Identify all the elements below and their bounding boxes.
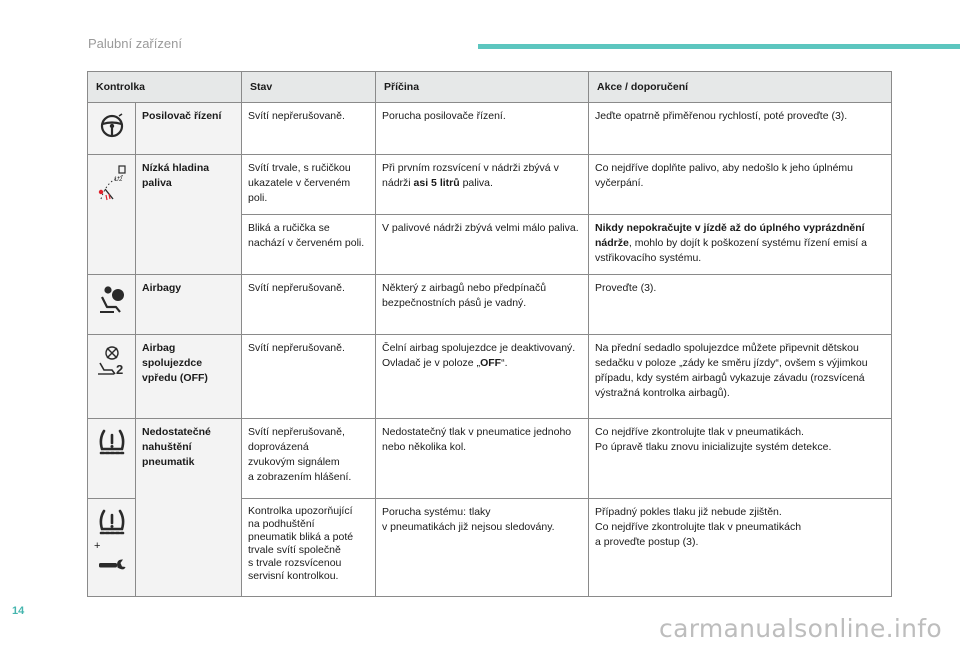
icon-cell — [88, 275, 136, 335]
action-text-line: Co nejdříve zkontrolujte tlak v pneumatikách. — [595, 426, 804, 438]
action-text — [589, 499, 892, 597]
header-accent-bar — [478, 44, 960, 49]
table-row — [88, 419, 892, 499]
indicator-name-line: spolujezdce — [142, 357, 203, 369]
cause-text-bold: OFF — [480, 357, 502, 369]
cause-text-line: Porucha systému: tlaky — [382, 506, 491, 518]
table-row — [88, 275, 892, 335]
cause-text-part: Při prvním rozsvícení v nádrži zbývá v nádrži — [382, 162, 559, 189]
indicator-name — [136, 419, 242, 597]
page-number: 14 — [12, 605, 25, 617]
indicator-name — [136, 155, 242, 275]
column-header-cause: Příčina — [376, 72, 589, 103]
cause-text-part: paliva. — [462, 177, 493, 189]
cause-text: Některý z airbagů nebo předpínačů bezpečnostních pásů je vadný. — [376, 275, 589, 335]
watermark: carmanualsonline.info — [659, 614, 942, 643]
indicator-name-line: paliva — [142, 177, 172, 189]
wrench-icon — [97, 558, 127, 572]
warning-lights-table — [87, 71, 892, 597]
action-text-line: Co nejdříve zkontrolujte tlak v pneumatikách — [595, 521, 802, 533]
tyre-pressure-icon — [97, 509, 127, 535]
cause-text: Porucha posilovače řízení. — [376, 103, 589, 155]
plus-sign: + — [94, 540, 101, 552]
action-text-line: a proveďte postup (3). — [595, 536, 699, 548]
cause-text — [376, 155, 589, 215]
indicator-name-line: pneumatik — [142, 456, 195, 468]
icon-cell — [88, 155, 136, 275]
cause-text: Nedostatečný tlak v pneumatice jednoho nebo několika kol. — [376, 419, 589, 499]
tyre-pressure-icon — [97, 429, 127, 455]
table-row — [88, 335, 892, 419]
svg-text:1/2: 1/2 — [113, 177, 122, 183]
action-text: Jeďte opatrně přiměřenou rychlostí, poté proveďte (3). — [589, 103, 892, 155]
cause-text-part: Ovladač je v poloze „ — [382, 357, 481, 369]
state-text: Svítí trvale, s ručičkou ukazatele v červeném poli. — [242, 155, 376, 215]
state-text — [242, 419, 376, 499]
icon-cell — [88, 499, 136, 597]
icon-cell — [88, 335, 136, 419]
svg-text:2: 2 — [115, 362, 123, 375]
fuel-gauge-icon — [97, 165, 127, 201]
action-text-bold: Nikdy nepokračujte v jízdě až do úplného vyprázdnění nádrže — [595, 222, 865, 249]
indicator-name: Posilovač řízení — [136, 103, 242, 155]
cause-text-line: v pneumatikách již nejsou sledovány. — [382, 521, 555, 533]
action-text: Co nejdříve doplňte palivo, aby nedošlo k jeho úplnému vyčerpání. — [589, 155, 892, 215]
section-title: Palubní zařízení — [88, 36, 182, 51]
icon-cell — [88, 103, 136, 155]
indicator-name-line: vpředu (OFF) — [142, 372, 208, 384]
state-text — [242, 499, 376, 597]
column-header-action: Akce / doporučení — [589, 72, 892, 103]
indicator-name-line: Airbag — [142, 342, 176, 354]
table-row — [88, 103, 892, 155]
cause-text — [376, 335, 589, 419]
indicator-name: Airbagy — [136, 275, 242, 335]
cause-text-line: Čelní airbag spolujezdce je deaktivovaný. — [382, 342, 576, 354]
action-text-line: Případný pokles tlaku již nebude zjištěn. — [595, 506, 782, 518]
action-text — [589, 215, 892, 275]
state-text-line: s trvale rozsvícenou — [248, 557, 342, 569]
steering-wheel-icon — [99, 113, 125, 139]
state-text-line: a zobrazením hlášení. — [248, 471, 352, 483]
indicator-name-line: nahuštění — [142, 441, 192, 453]
state-text-line: trvale svítí společně — [248, 544, 341, 556]
action-text: Na přední sedadlo spolujezdce můžete připevnit dětskou sedačku v poloze „zády ke směru jízdy“, ovšem s výjimkou případu, kdy systém airbagů vykazuje závadu (rozsvícená výstražná kontrolka airbagů). — [589, 335, 892, 419]
state-text-line: pneumatik bliká a poté — [248, 531, 354, 543]
state-text-line: na podhuštění — [248, 518, 315, 530]
passenger-airbag-off-icon — [96, 345, 128, 375]
table-header-row — [88, 72, 892, 103]
cause-text-bold: asi 5 litrů — [413, 177, 460, 189]
action-text — [589, 419, 892, 499]
state-text-line: doprovázená — [248, 441, 309, 453]
action-text: Proveďte (3). — [589, 275, 892, 335]
state-text: Svítí nepřerušovaně. — [242, 275, 376, 335]
cause-text-part: “. — [501, 357, 508, 369]
column-header-indicator: Kontrolka — [88, 72, 242, 103]
state-text-line: zvukovým signálem — [248, 456, 340, 468]
state-text: Svítí nepřerušovaně. — [242, 103, 376, 155]
state-text: Svítí nepřerušovaně. — [242, 335, 376, 419]
state-text-line: servisní kontrolkou. — [248, 570, 339, 582]
airbag-icon — [98, 285, 126, 313]
table-row — [88, 155, 892, 215]
cause-text-line — [382, 356, 582, 371]
action-text-line: Po úpravě tlaku znovu inicializujte systém detekce. — [595, 441, 832, 453]
icon-cell — [88, 419, 136, 499]
column-header-state: Stav — [242, 72, 376, 103]
state-text-line: Kontrolka upozorňující — [248, 505, 353, 517]
state-text-line: Svítí nepřerušovaně, — [248, 426, 345, 438]
indicator-name-line: Nízká hladina — [142, 162, 210, 174]
cause-text — [376, 499, 589, 597]
action-text-part: , mohlo by dojít k poškození systému řízení emisí a vstřikovacího systému. — [595, 237, 867, 264]
indicator-name-line: Nedostatečné — [142, 426, 211, 438]
state-text: Bliká a ručička se nachází v červeném poli. — [242, 215, 376, 275]
indicator-name — [136, 335, 242, 419]
cause-text: V palivové nádrži zbývá velmi málo paliva. — [376, 215, 589, 275]
